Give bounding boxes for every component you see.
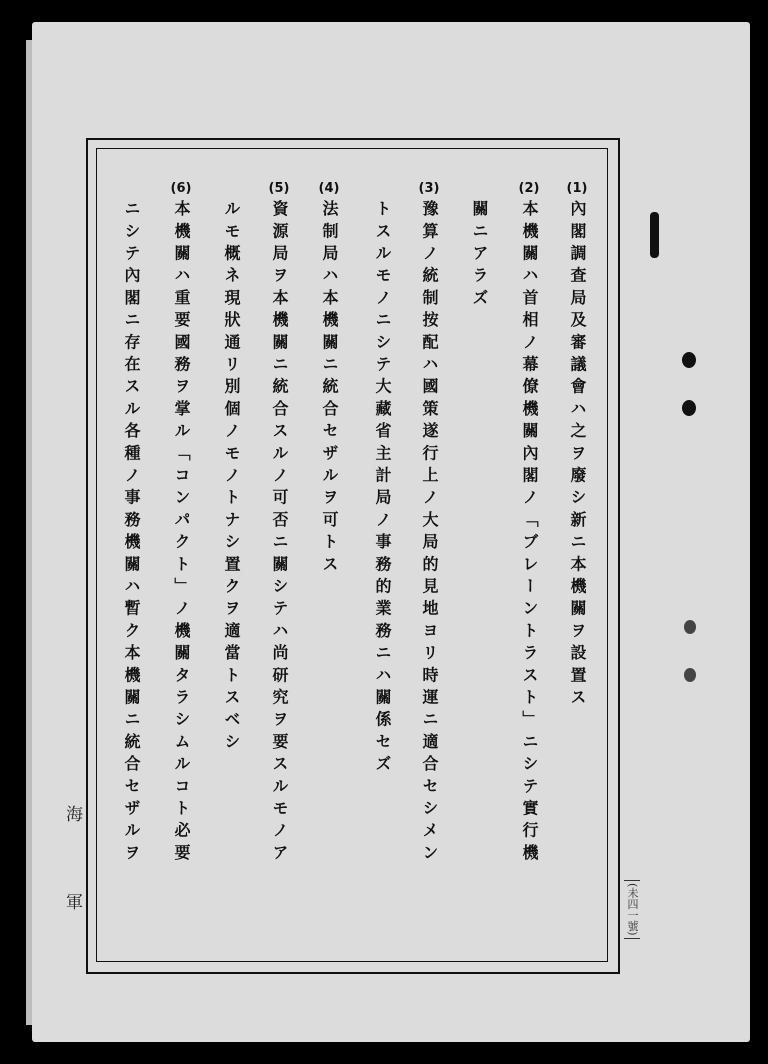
column-1 xyxy=(560,178,594,711)
item-text: 豫算ノ統制按配ハ國策遂行上ノ大局的見地ヨリ時運ニ適合セシメン xyxy=(420,200,439,866)
item-number: (2) xyxy=(518,181,540,196)
column-2 xyxy=(512,178,546,866)
column-3 xyxy=(462,178,496,311)
item-number: (6) xyxy=(170,181,192,196)
column-10 xyxy=(114,178,148,866)
punch-hole-mark xyxy=(682,400,696,416)
item-text: 本機關ハ重要國務ヲ掌ル「コンパクト」ノ機關タラシムルコト必要 xyxy=(172,200,191,866)
item-text: 法制局ハ本機關ニ統合セザルヲ可トス xyxy=(320,200,339,578)
column-4 xyxy=(412,178,446,866)
column-7 xyxy=(262,178,296,866)
punch-hole-mark xyxy=(684,668,696,682)
item-text: 內閣調査局及審議會ハ之ヲ廢シ新ニ本機關ヲ設置ス xyxy=(568,200,587,711)
punch-hole-mark xyxy=(682,352,696,368)
item-text: トスルモノニシテ大藏省主計局ノ事務的業務ニハ關係セズ xyxy=(373,200,392,778)
column-5 xyxy=(365,178,399,777)
item-text: ニシテ內閣ニ存在スル各種ノ事務機關ハ暫ク本機關ニ統合セザルヲ xyxy=(122,200,141,866)
item-number: (5) xyxy=(268,181,290,196)
item-text: 本機關ハ首相ノ幕僚機關內閣ノ「ブレーントラスト」ニシテ實行機 xyxy=(520,200,539,866)
margin-mark-bottom: 軍 xyxy=(66,893,83,913)
column-9 xyxy=(164,178,198,866)
column-8 xyxy=(214,178,248,755)
page-tag: (未四一號) xyxy=(624,880,640,939)
item-number: (4) xyxy=(318,181,340,196)
item-text: 關ニアラズ xyxy=(470,200,489,311)
column-6 xyxy=(312,178,346,577)
binding-mark xyxy=(650,212,659,258)
item-number: (3) xyxy=(418,181,440,196)
item-text: 資源局ヲ本機關ニ統合スルノ可否ニ關シテハ尚研究ヲ要スルモノア xyxy=(270,200,289,866)
item-number: (1) xyxy=(566,181,588,196)
item-text: ルモ概ネ現狀通リ別個ノモノトナシ置クヲ適當トスベシ xyxy=(222,200,241,755)
margin-mark-top: 海 xyxy=(66,805,83,825)
punch-hole-mark xyxy=(684,620,696,634)
